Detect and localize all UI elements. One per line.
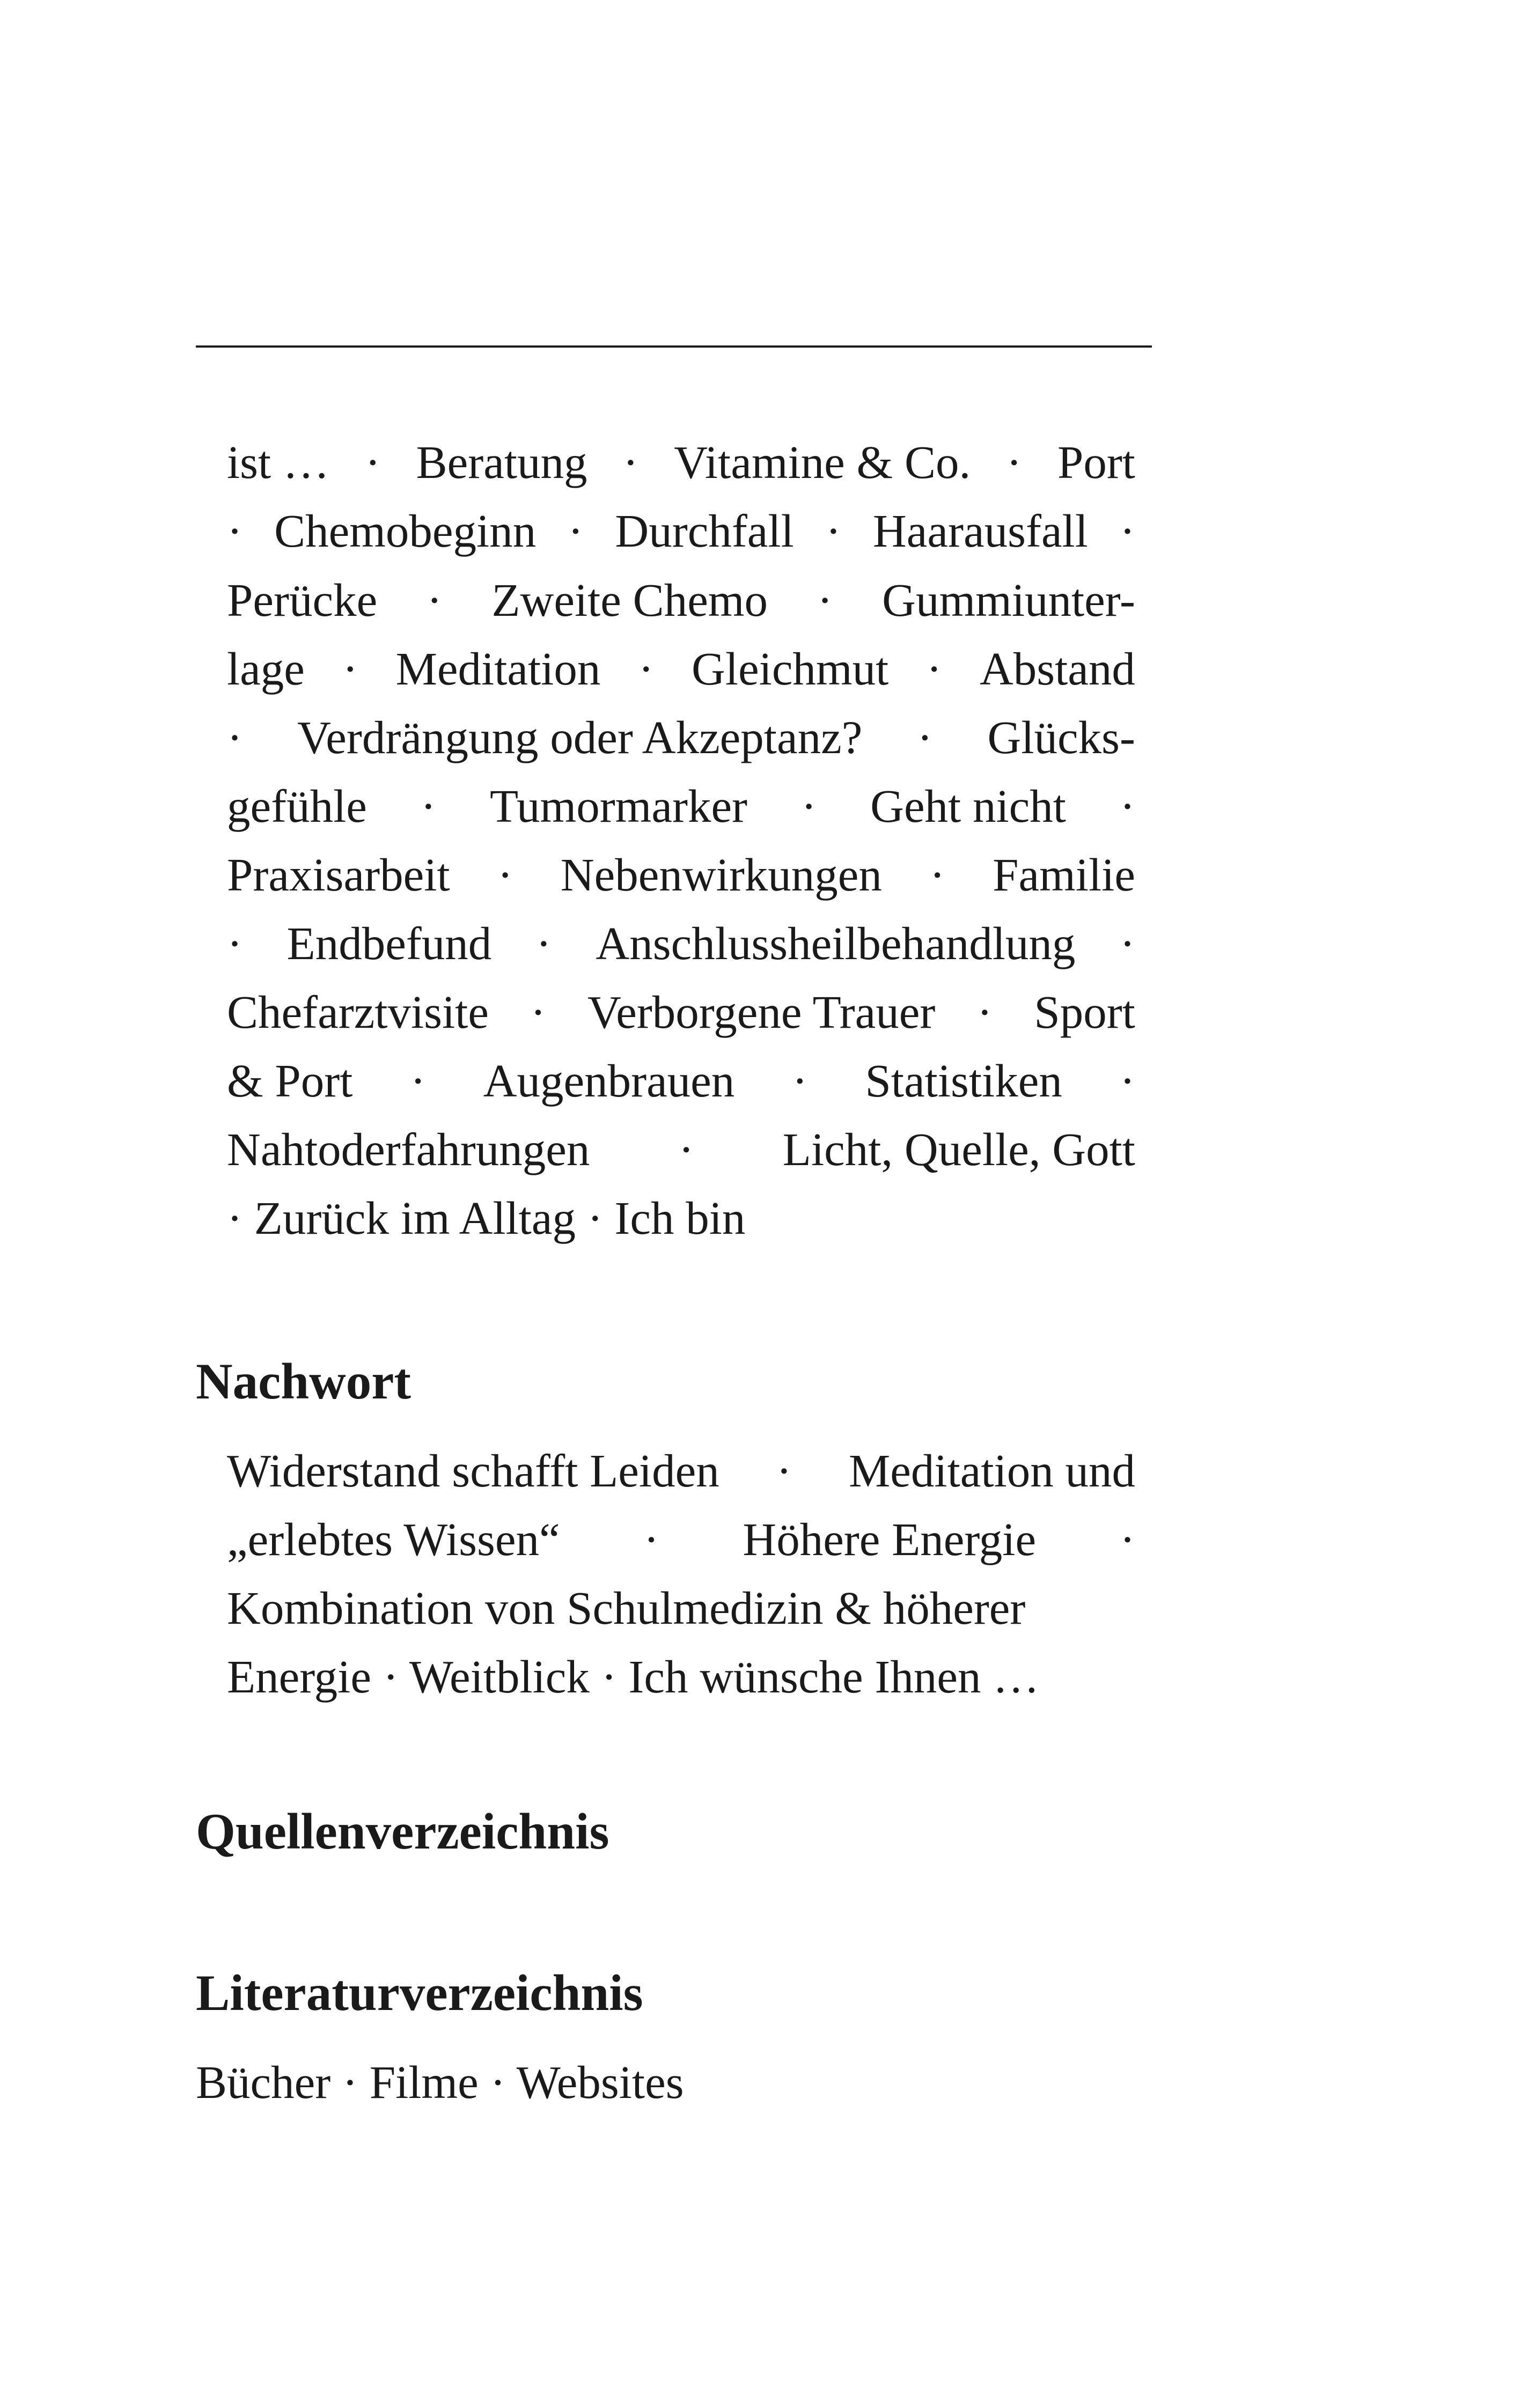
separator-dot: ·	[530, 986, 546, 1038]
toc-line	[227, 643, 1135, 695]
separator-dot: ·	[929, 849, 945, 901]
separator-dot: ·	[227, 505, 243, 557]
separator-dot: ·	[926, 643, 942, 695]
toc-line	[227, 505, 1135, 557]
toc-line	[227, 1513, 1135, 1565]
separator-dot: ·	[792, 1055, 808, 1107]
separator-dot: ·	[622, 436, 638, 488]
separator-dot: ·	[497, 849, 513, 901]
separator-dot: ·	[1120, 917, 1135, 969]
toc-entry: Chefarztvisite	[227, 986, 489, 1038]
toc-line	[227, 1123, 1135, 1175]
toc-entry: Anschlussheilbehandlung	[596, 917, 1076, 969]
toc-entry: Port	[1057, 436, 1135, 488]
toc-entry: Verdrängung oder Akzeptanz?	[297, 711, 863, 763]
toc-entry: Praxisarbeit	[227, 849, 450, 901]
separator-dot: ·	[1119, 780, 1135, 832]
separator-dot: ·	[917, 711, 933, 763]
toc-entry: Augenbrauen	[483, 1055, 735, 1107]
toc-line	[227, 986, 1135, 1038]
toc-entry: „erlebtes Wissen“	[227, 1513, 560, 1565]
toc-entry: Abstand	[979, 643, 1135, 695]
separator-dot: ·	[817, 574, 833, 626]
toc-entry: Glücks-	[987, 711, 1135, 763]
separator-dot: ·	[365, 436, 381, 488]
toc-entry: Höhere Energie	[743, 1513, 1037, 1565]
separator-dot: ·	[1120, 505, 1135, 557]
separator-dot: ·	[227, 711, 243, 763]
toc-entry: Nebenwirkungen	[560, 849, 882, 901]
separator-dot: ·	[1119, 1055, 1135, 1107]
toc-entry: Vitamine & Co.	[674, 436, 971, 488]
toc-entry: Haarausfall	[872, 505, 1088, 557]
toc-entry: Gleichmut	[692, 643, 889, 695]
toc-entry: Endbefund	[286, 917, 492, 969]
separator-dot: ·	[643, 1513, 659, 1565]
separator-dot: ·	[342, 643, 358, 695]
toc-entry: Widerstand schafft Leiden	[227, 1445, 719, 1497]
toc-line	[227, 436, 1135, 488]
separator-dot: ·	[801, 780, 817, 832]
toc-entry: Geht nicht	[870, 780, 1066, 832]
toc-line	[227, 1582, 1026, 1634]
separator-dot: ·	[535, 917, 552, 969]
separator-dot: ·	[1120, 1513, 1135, 1565]
section-heading-literaturverzeichnis: Literaturverzeichnis	[196, 1964, 643, 2021]
toc-entry: gefühle	[227, 780, 367, 832]
separator-dot: ·	[678, 1123, 694, 1175]
toc-entry: Meditation	[395, 643, 601, 695]
toc-entry: Beratung	[416, 436, 587, 488]
toc-entry: Gummiunter-	[882, 574, 1135, 626]
separator-dot: ·	[420, 780, 436, 832]
section-heading-quellenverzeichnis: Quellenverzeichnis	[196, 1803, 609, 1860]
toc-line	[227, 849, 1135, 901]
top-rule	[196, 345, 1152, 348]
toc-entry: Meditation und	[848, 1445, 1135, 1497]
literatur-entries: Bücher · Filme · Websites	[196, 2056, 684, 2108]
toc-entry: Statistiken	[865, 1055, 1062, 1107]
toc-entry: Perücke	[227, 574, 378, 626]
separator-dot: ·	[638, 643, 654, 695]
toc-entry: & Port	[227, 1055, 353, 1107]
section-heading-nachwort: Nachwort	[196, 1353, 412, 1410]
separator-dot: ·	[976, 986, 993, 1038]
separator-dot: ·	[776, 1445, 792, 1497]
toc-line	[227, 1192, 746, 1244]
toc-entry: Zweite Chemo	[491, 574, 768, 626]
toc-entry: ist …	[227, 436, 329, 488]
separator-dot: ·	[410, 1055, 426, 1107]
separator-dot: ·	[427, 574, 443, 626]
toc-entry: Licht, Quelle, Gott	[782, 1123, 1135, 1175]
separator-dot: ·	[1006, 436, 1022, 488]
separator-dot: ·	[227, 917, 243, 969]
toc-entry: Verborgene Trauer	[587, 986, 936, 1038]
toc-entry: Chemobeginn	[274, 505, 537, 557]
toc-line	[227, 574, 1135, 626]
toc-line	[227, 1055, 1135, 1107]
separator-dot: ·	[568, 505, 584, 557]
toc-line	[227, 1445, 1135, 1497]
toc-entry: Durchfall	[615, 505, 794, 557]
toc-entry: Tumormarker	[489, 780, 748, 832]
toc-entry: lage	[227, 643, 305, 695]
toc-line	[227, 780, 1135, 832]
toc-line	[227, 1651, 1040, 1703]
toc-line	[227, 917, 1135, 969]
toc-entry: Nahtoderfahrungen	[227, 1123, 590, 1175]
toc-entry: Sport	[1034, 986, 1135, 1038]
toc-entry: Familie	[993, 849, 1135, 901]
toc-entry: · Zurück im Alltag · Ich bin	[227, 1192, 746, 1244]
toc-entry: Energie · Weitblick · Ich wünsche Ihnen …	[227, 1651, 1040, 1703]
separator-dot: ·	[825, 505, 841, 557]
toc-line	[227, 711, 1135, 763]
toc-entry: Kombination von Schulmedizin & höherer	[227, 1582, 1026, 1634]
